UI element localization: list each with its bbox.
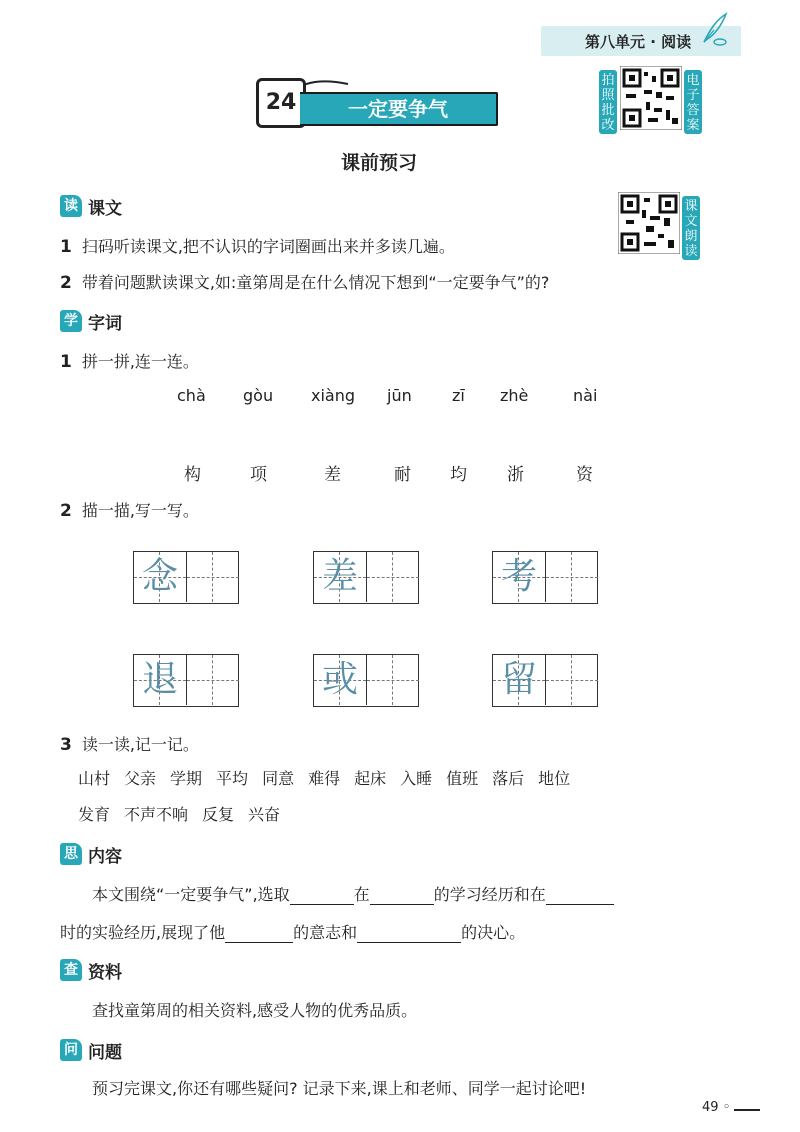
think-paragraph-line-1: 本文围绕“一定要争气”,选取 在 的学习经历和在 <box>92 882 614 905</box>
word: 反复 <box>202 805 235 824</box>
section-check <box>60 958 122 982</box>
pinyin-2[interactable]: gòu <box>243 386 274 405</box>
qr-code-recitation[interactable] <box>618 192 680 254</box>
word-list-row-1 <box>78 766 584 789</box>
section-title: 课前预习 <box>341 152 418 174</box>
think-label: 内容 <box>88 846 122 867</box>
qr-label-photo-grade: 拍照批改 <box>599 70 617 134</box>
writing-grid-3[interactable] <box>492 551 598 604</box>
pinyin-5[interactable]: zī <box>452 386 465 405</box>
word: 不声不响 <box>124 805 189 824</box>
page-number-rule <box>734 1109 760 1111</box>
word-list-row-2 <box>78 802 294 825</box>
pinyin-7[interactable]: nài <box>573 386 598 405</box>
trace-char-3: 考 <box>500 556 537 597</box>
word: 起床 <box>354 769 387 788</box>
learn-q2: 2 描一描,写一写。 <box>60 501 199 521</box>
read-badge: 读 <box>60 195 82 217</box>
qr-label-recitation: 课文朗读 <box>682 196 700 260</box>
ask-badge: 问 <box>60 1039 82 1061</box>
word: 平均 <box>216 769 249 788</box>
hanzi-4[interactable]: 耐 <box>394 465 411 485</box>
ask-label: 问题 <box>88 1042 122 1063</box>
word: 落后 <box>492 769 525 788</box>
hanzi-2[interactable]: 项 <box>250 465 267 485</box>
section-read <box>60 194 122 218</box>
ask-text: 预习完课文,你还有哪些疑问? 记录下来,课上和老师、同学一起讨论吧! <box>92 1079 587 1098</box>
page-number: 49 ◦ <box>702 1100 731 1115</box>
fill-blank-4[interactable] <box>225 926 293 943</box>
think-badge: 思 <box>60 843 82 865</box>
hanzi-6[interactable]: 浙 <box>507 465 524 485</box>
hanzi-1[interactable]: 构 <box>184 465 201 485</box>
pinyin-1[interactable]: chà <box>177 386 206 405</box>
trace-char-6: 留 <box>500 659 537 700</box>
think-paragraph-line-2: 时的实验经历,展现了他 的意志和 的决心。 <box>60 923 526 942</box>
word: 值班 <box>446 769 479 788</box>
learn-badge: 学 <box>60 310 82 332</box>
trace-char-2: 差 <box>321 556 358 597</box>
word: 难得 <box>308 769 341 788</box>
section-think <box>60 842 122 866</box>
word: 父亲 <box>124 769 157 788</box>
check-label: 资料 <box>88 962 122 983</box>
fill-blank-5[interactable] <box>357 926 461 943</box>
qr-code-answers[interactable] <box>620 66 682 130</box>
pinyin-3[interactable]: xiàng <box>311 386 356 405</box>
writing-grid-5[interactable] <box>313 654 419 707</box>
hanzi-7[interactable]: 资 <box>576 465 593 485</box>
trace-char-5: 或 <box>321 659 358 700</box>
lesson-number: 24 <box>256 78 306 128</box>
hanzi-3[interactable]: 差 <box>324 465 341 485</box>
check-text: 查找童第周的相关资料,感受人物的优秀品质。 <box>92 1001 418 1020</box>
writing-grid-6[interactable] <box>492 654 598 707</box>
qr-label-e-answers: 电子答案 <box>684 70 702 134</box>
writing-grid-1[interactable] <box>133 551 239 604</box>
word: 兴奋 <box>248 805 281 824</box>
hanzi-5[interactable]: 均 <box>450 465 467 485</box>
check-badge: 查 <box>60 959 82 981</box>
pinyin-4[interactable]: jūn <box>387 386 412 405</box>
trace-char-1: 念 <box>141 556 178 597</box>
writing-grid-4[interactable] <box>133 654 239 707</box>
section-ask <box>60 1038 122 1062</box>
word: 学期 <box>170 769 203 788</box>
section-learn <box>60 309 122 333</box>
fill-blank-3[interactable] <box>546 888 614 905</box>
lesson-title: 一定要争气 <box>300 92 498 126</box>
word: 山村 <box>78 769 111 788</box>
unit-label: 第八单元 · 阅读 <box>585 33 692 51</box>
fill-blank-1[interactable] <box>290 888 354 905</box>
word: 发育 <box>78 805 111 824</box>
learn-q3: 3 读一读,记一记。 <box>60 735 199 755</box>
read-item-2: 2 带着问题默读课文,如:童第周是在什么情况下想到“一定要争气”的? <box>60 273 550 293</box>
pinyin-6[interactable]: zhè <box>500 386 529 405</box>
read-label: 课文 <box>88 198 122 219</box>
learn-label: 字词 <box>88 313 122 334</box>
word: 同意 <box>262 769 295 788</box>
writing-grid-2[interactable] <box>313 551 419 604</box>
fill-blank-2[interactable] <box>370 888 434 905</box>
read-item-1: 1 扫码听读课文,把不认识的字词圈画出来并多读几遍。 <box>60 237 455 257</box>
learn-q1: 1 拼一拼,连一连。 <box>60 352 199 372</box>
word: 地位 <box>538 769 571 788</box>
word: 入睡 <box>400 769 433 788</box>
trace-char-4: 退 <box>141 659 178 700</box>
quill-pen-icon <box>700 12 730 46</box>
